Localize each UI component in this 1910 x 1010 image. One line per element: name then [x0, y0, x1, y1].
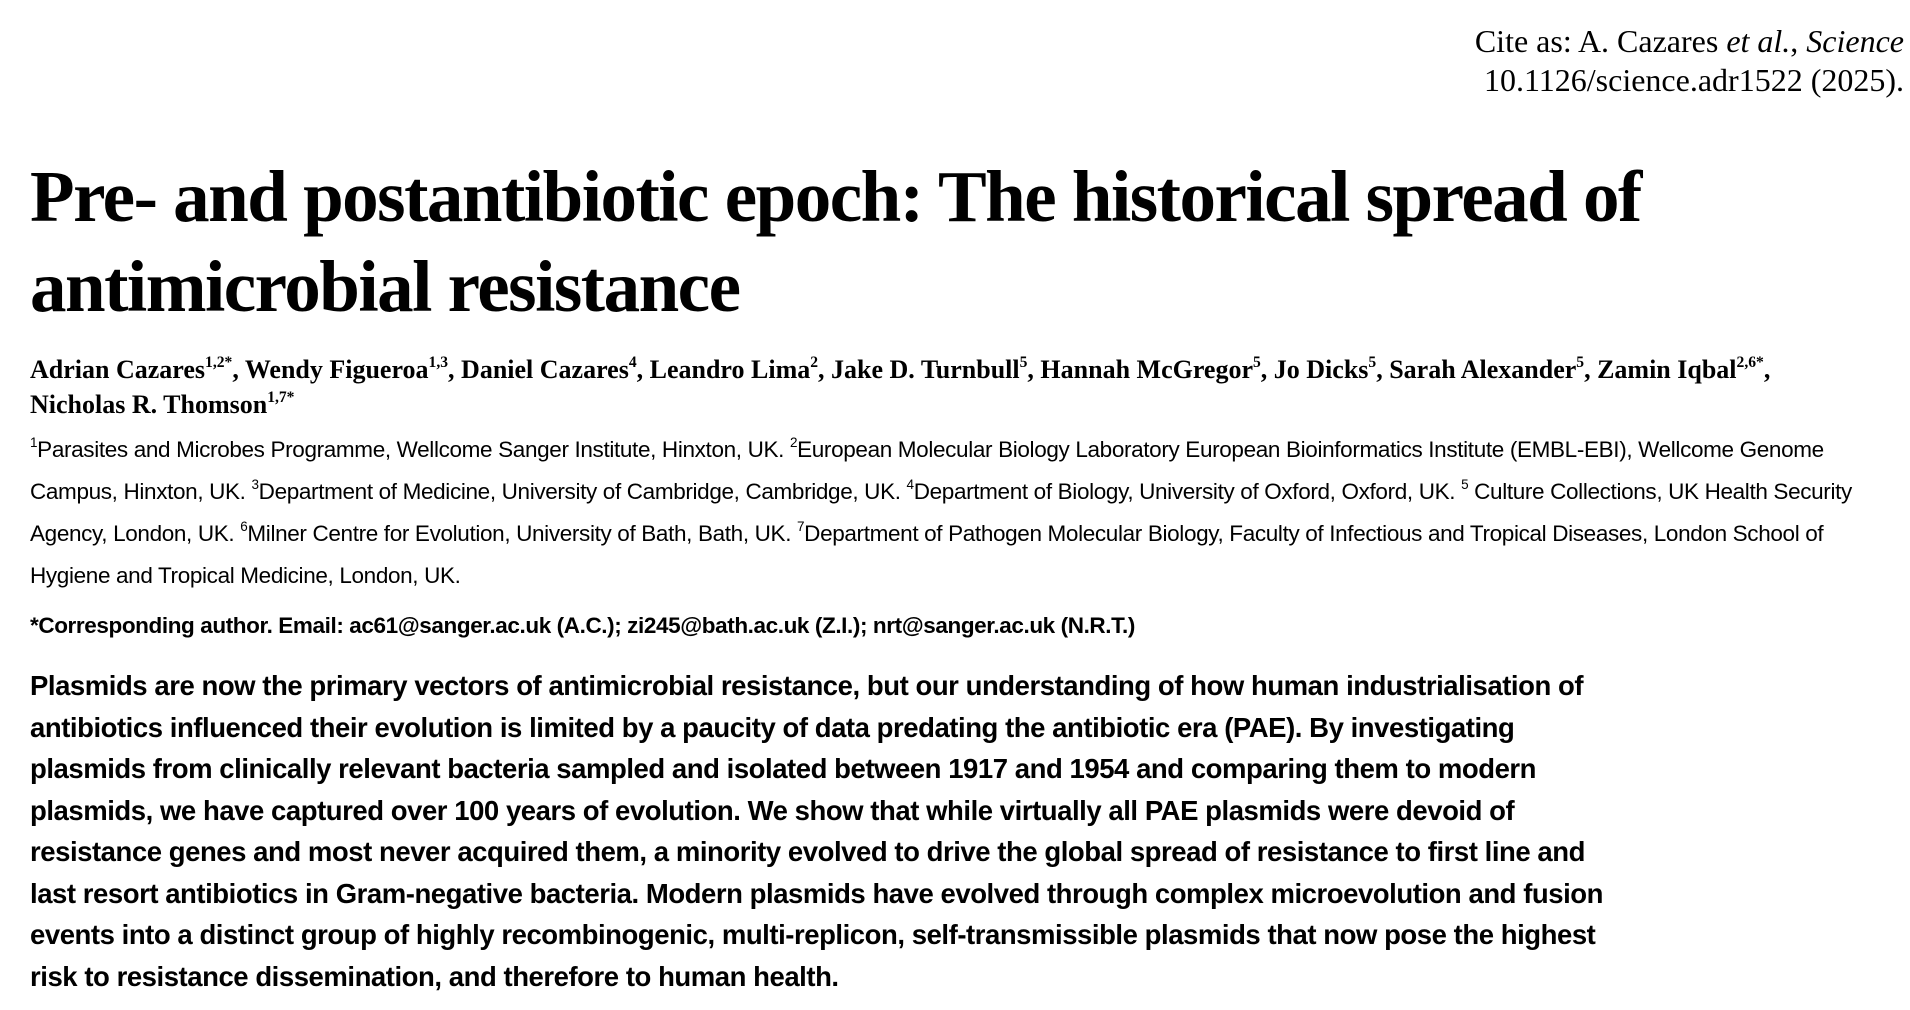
author: [245, 355, 461, 384]
author-name: Wendy Figueroa: [244, 355, 429, 384]
title-line-1: Pre- and postantibiotic epoch: The historical spread of: [30, 156, 1641, 237]
affiliation-text: Department of Medicine, University of Cambridge, Cambridge, UK.: [258, 479, 907, 504]
affiliation-text: Department of Biology, University of Oxford, Oxford, UK.: [913, 479, 1462, 504]
author-name: Jo Dicks: [1273, 355, 1369, 384]
author-name: Hannah McGregor: [1040, 355, 1253, 384]
citation-doi: 10.1126/science.adr1522 (2025).: [1483, 62, 1904, 98]
citation-journal: Science: [1806, 23, 1904, 59]
citation-etal: et al.: [1726, 23, 1791, 59]
author: [1274, 355, 1389, 384]
author: [1040, 355, 1273, 384]
author: [1597, 355, 1770, 384]
citation-prefix: Cite as: A. Cazares: [1474, 23, 1727, 59]
corresponding-author: *Corresponding author. Email: ac61@sanger.ac.uk (A.C.); zi245@bath.ac.uk (Z.I.); nrt@sanger.ac.uk (N.R.T.): [30, 613, 1135, 638]
affiliation-number: 4: [906, 477, 914, 493]
author-name: Zamin Iqbal: [1597, 355, 1737, 384]
citation: [1475, 22, 1904, 100]
author-affiliation-mark: 1,7*: [267, 388, 295, 406]
affiliations: [30, 429, 1880, 597]
affiliation: [252, 479, 907, 504]
author-separator: ,: [448, 355, 462, 384]
abstract-line: risk to resistance dissemination, and therefore to human health.: [30, 960, 839, 992]
author-separator: ,: [818, 355, 832, 384]
affiliation-number: 3: [251, 477, 259, 493]
abstract-line: plasmids from clinically relevant bacteria sampled and isolated between 1917 and 1954 and comparing them to modern: [30, 753, 1537, 784]
paper-title: [30, 152, 1850, 332]
abstract-line: antibiotics influenced their evolution is limited by a paucity of data predating the antibiotic era (PAE). By investigating: [30, 711, 1515, 743]
author-separator: ,: [1763, 355, 1771, 384]
author-affiliation-mark: 2,6*: [1736, 353, 1764, 371]
author-name: Sarah Alexander: [1389, 355, 1577, 384]
author-separator: ,: [1584, 355, 1598, 384]
citation-line: [1475, 22, 1904, 61]
abstract-line: plasmids, we have captured over 100 years of evolution. We show that while virtually all PAE plasmids were devoid of: [30, 794, 1515, 826]
author-affiliation-mark: 4: [628, 353, 637, 371]
author-name: Jake D. Turnbull: [831, 355, 1020, 384]
title-line-2: antimicrobial resistance: [30, 246, 740, 327]
citation-comma: ,: [1790, 23, 1807, 59]
author-affiliation-mark: 1,2*: [205, 353, 233, 371]
author-name: Adrian Cazares: [30, 355, 206, 384]
author: [461, 355, 650, 384]
affiliation-text: European Molecular Biology Laboratory European Bioinformatics Institute (EMBL-EBI), Wellcome Genome Campus, Hinxton, UK.: [30, 437, 1824, 504]
author-name: Nicholas R. Thomson: [30, 390, 268, 419]
author-affiliation-mark: 5: [1019, 353, 1028, 371]
author: [30, 390, 294, 419]
affiliation-number: 5: [1461, 477, 1469, 493]
author-list: [30, 352, 1860, 422]
author-affiliation-mark: 1,3: [428, 353, 449, 371]
author-separator: ,: [636, 355, 650, 384]
author: [831, 355, 1040, 384]
abstract-line: events into a distinct group of highly recombinogenic, multi-replicon, self-transmissible plasmids that now pose the highest: [30, 919, 1596, 950]
affiliation-number: 1: [30, 435, 38, 451]
affiliation: [240, 521, 797, 546]
author: [650, 355, 831, 384]
author-separator: ,: [1376, 355, 1390, 384]
author-affiliation-mark: 5: [1576, 353, 1585, 371]
abstract-line: Plasmids are now the primary vectors of antimicrobial resistance, but our understanding of how human industrialisation of: [30, 670, 1584, 701]
affiliation-text: Department of Pathogen Molecular Biology, Faculty of Infectious and Tropical Diseases, London School of Hygiene and Tropical Medicine, London, UK.: [30, 521, 1824, 588]
affiliation-text: Milner Centre for Evolution, University of Bath, Bath, UK.: [247, 521, 797, 546]
abstract-line: last resort antibiotics in Gram-negative bacteria. Modern plasmids have evolved through complex microevolution and fusion: [30, 877, 1603, 909]
affiliation: [30, 437, 790, 462]
author-separator: ,: [1027, 355, 1041, 384]
author: [1389, 355, 1597, 384]
author-separator: ,: [1260, 355, 1274, 384]
author-name: Leandro Lima: [649, 355, 811, 384]
author: [30, 355, 245, 384]
author-affiliation-mark: 2: [810, 353, 819, 371]
author-affiliation-mark: 5: [1368, 353, 1377, 371]
author-affiliation-mark: 5: [1252, 353, 1261, 371]
affiliation: [907, 479, 1462, 504]
affiliation-number: 2: [789, 435, 798, 451]
abstract-line: resistance genes and most never acquired them, a minority evolved to drive the global spread of resistance to first line and: [30, 836, 1585, 867]
affiliation-number: 7: [797, 519, 805, 535]
abstract: [30, 665, 1880, 997]
affiliation-text: Culture Collections, UK Health Security Agency, London, UK.: [30, 479, 1852, 546]
author-separator: ,: [232, 355, 245, 384]
affiliation-text: Parasites and Microbes Programme, Wellcome Sanger Institute, Hinxton, UK.: [37, 437, 790, 462]
author-name: Daniel Cazares: [461, 355, 629, 384]
affiliation-number: 6: [240, 519, 248, 535]
